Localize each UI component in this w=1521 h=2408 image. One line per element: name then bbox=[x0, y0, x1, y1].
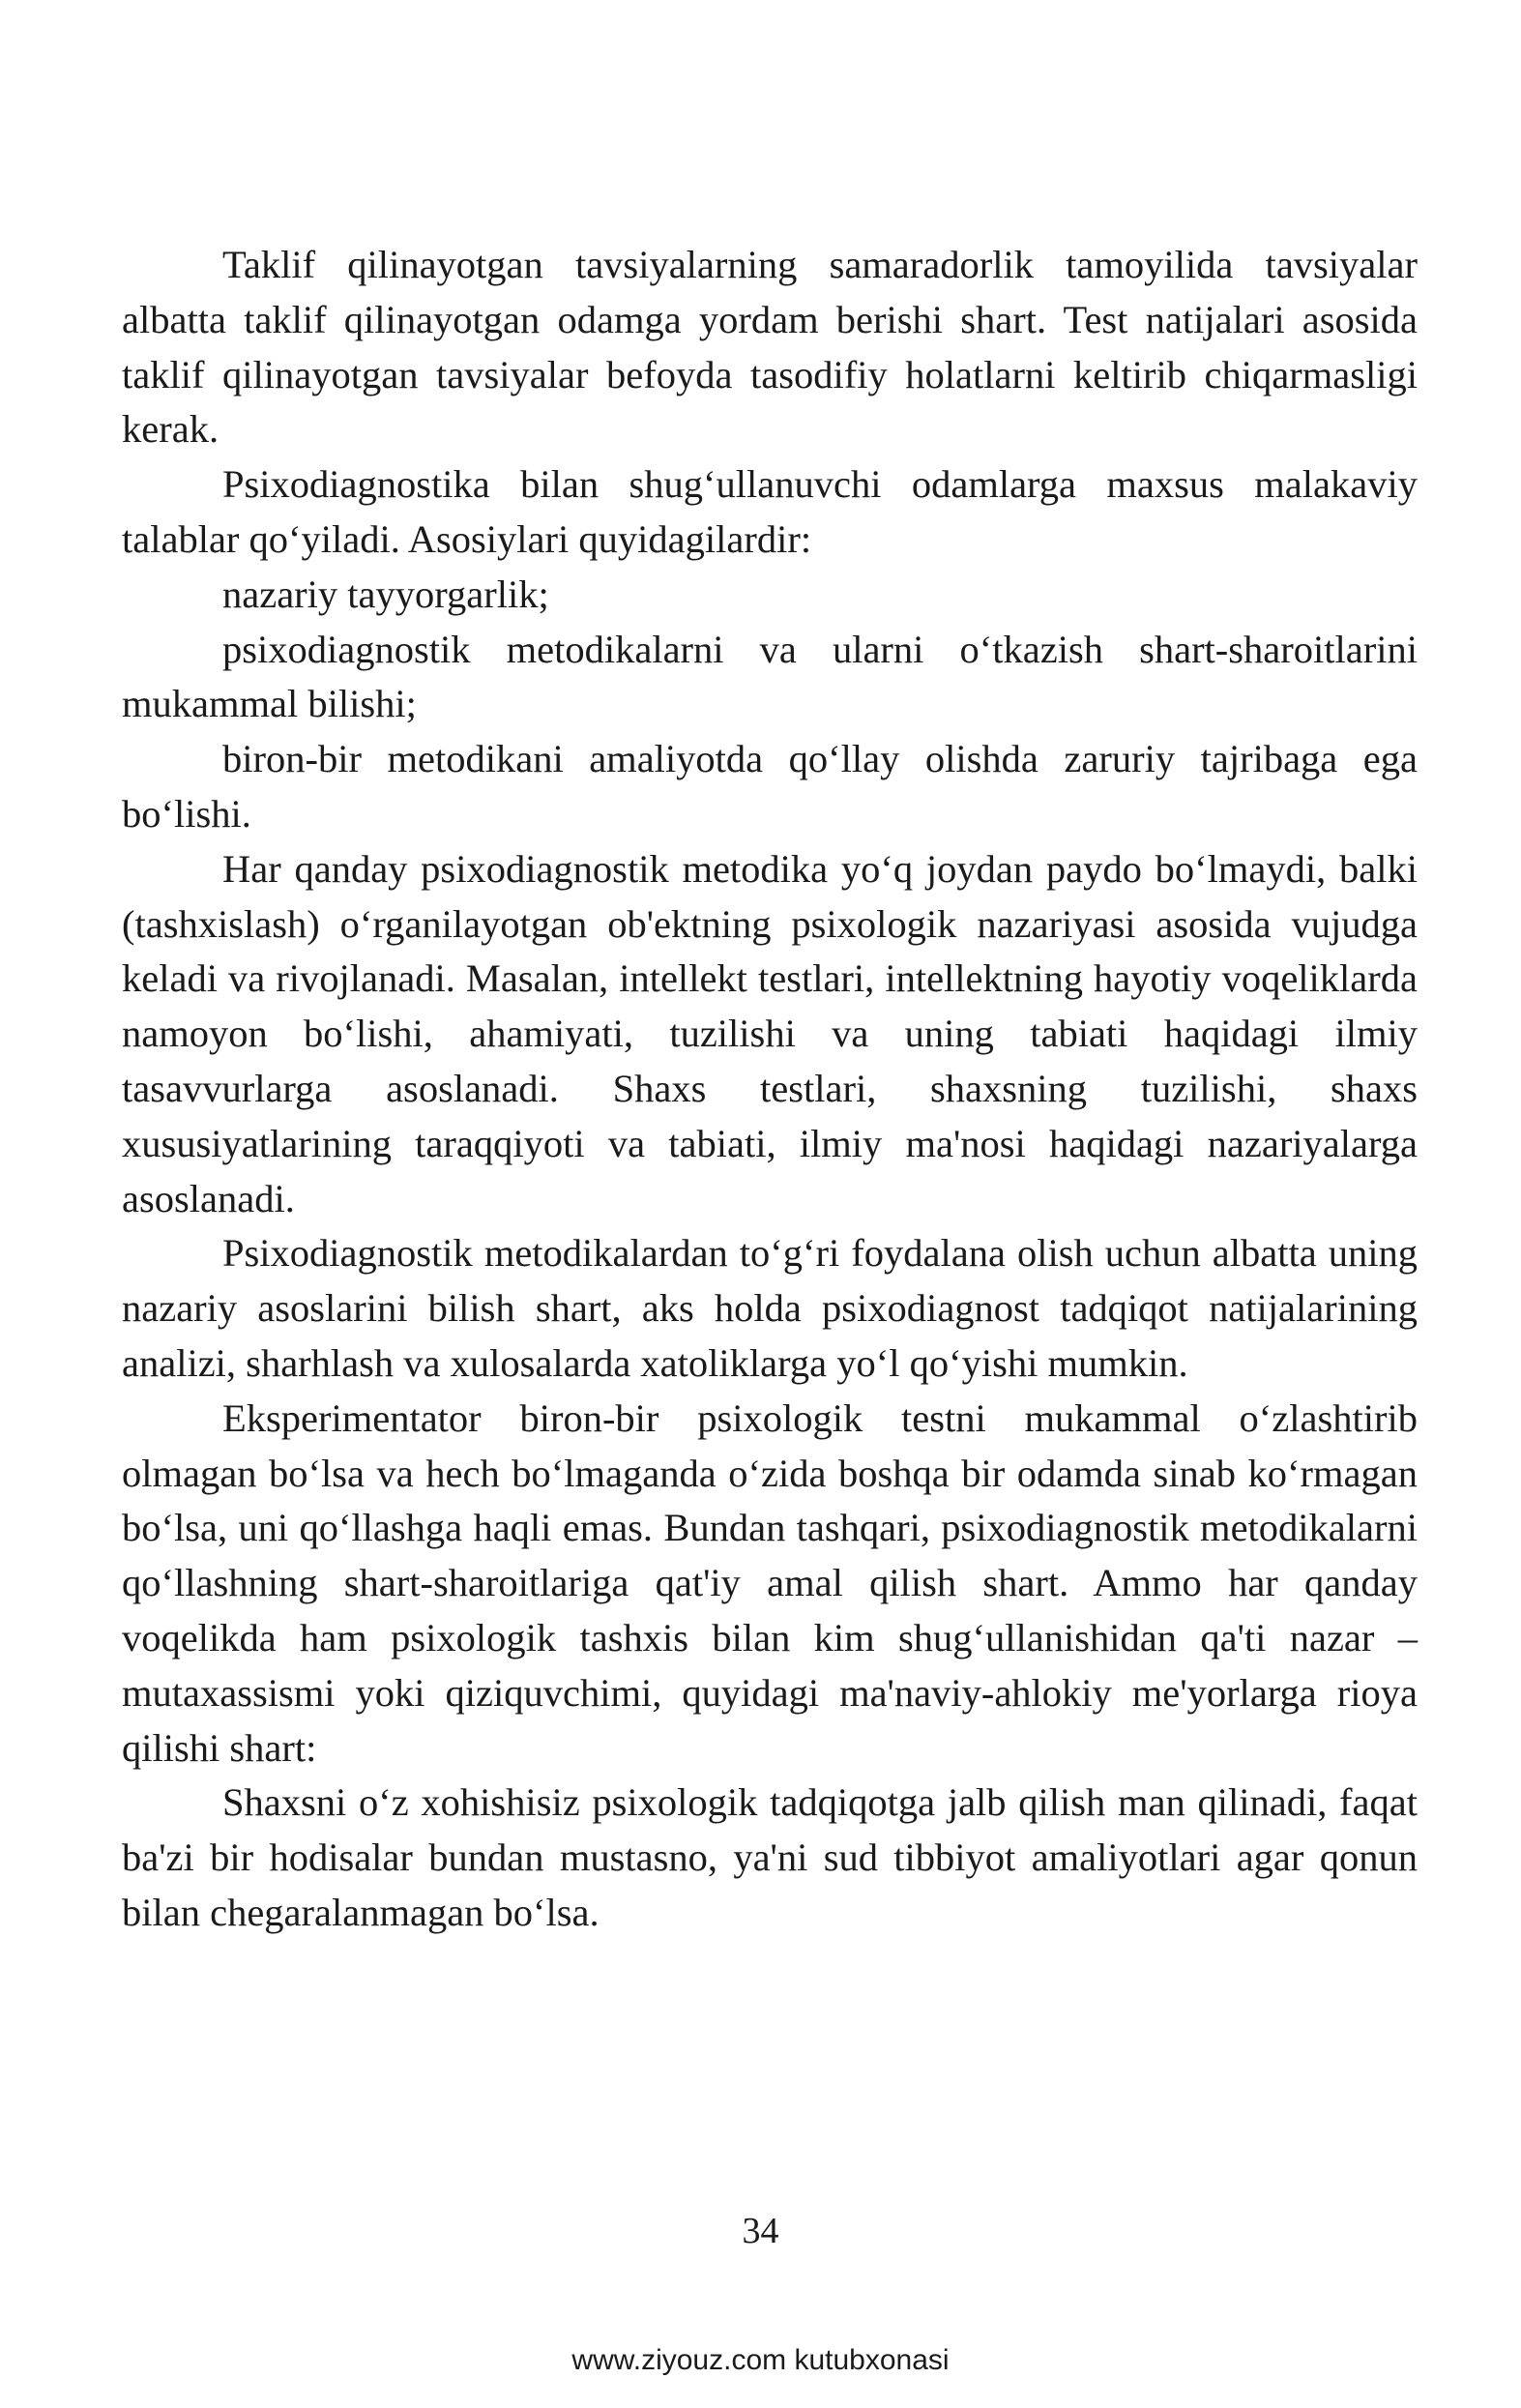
page-number: 34 bbox=[742, 2211, 779, 2251]
footer-source-watermark: www.ziyouz.com kutubxonasi bbox=[571, 2344, 950, 2376]
list-item: psixodiagnostik metodikalarni va ularni o‘tkazish shart-sharoitlarini mukammal bilishi; bbox=[122, 627, 1418, 726]
paragraph: Shaxsni o‘z xohishisiz psixologik tadqiqotga jalb qilish man qilinadi, faqat ba'zi bir hodisalar bundan mustasno, ya'ni sud tibbiyot amaliyotlari agar qonun bilan chegaralanmagan bo‘lsa. bbox=[122, 1780, 1418, 1934]
list-item: biron-bir metodikani amaliyotda qo‘llay olishda zaruriy tajribaga ega bo‘lishi. bbox=[122, 737, 1418, 836]
paragraph: Eksperimentator biron-bir psixologik testni mukammal o‘zlashtirib olmagan bo‘lsa va hech bo‘lmaganda o‘zida boshqa bir odamda sinab ko‘rmagan bo‘lsa, uni qo‘llashga haqli emas. Bundan tashqari, psixodiagnostik metodikalarni qo‘llashning shart-sharoitlariga qat'iy amal qilish shart. Ammo har qanday voqelikda ham psixologik tashxis bilan kim shug‘ullanishidan qa'ti nazar – mutaxassismi yoki qiziquvchimi, quyidagi ma'naviy-ahlokiy me'yorlarga rioya qilishi shart: bbox=[122, 1395, 1418, 1770]
paragraph: Psixodiagnostika bilan shug‘ullanuvchi odamlarga maxsus malakaviy talablar qo‘yiladi. Asosiylari quyidagilardir: bbox=[122, 462, 1418, 561]
paragraph: Har qanday psixodiagnostik metodika yo‘q joydan paydo bo‘lmaydi, balki (tashxislash) o‘rganilayotgan ob'ektning psixologik nazariyasi asosida vujudga keladi va rivojlanadi. Masalan, intellekt testlari, intellektning hayotiy voqeliklarda namoyon bo‘lishi, ahamiyati, tuzilishi va uning tabiati haqidagi ilmiy tasavvurlarga asoslanadi. Shaxs testlari, shaxsning tuzilishi, shaxs xususiyatlarining taraqqiyoti va tabiati, ilmiy ma'nosi haqidagi nazariyalarga asoslanadi. bbox=[122, 846, 1418, 1220]
paragraph: Taklif qilinayotgan tavsiyalarning samaradorlik tamoyilida tavsiyalar albatta taklif qilinayotgan odamga yordam berishi shart. Test natijalari asosida taklif qilinayotgan tavsiyalar befoyda tasodifiy holatlarni keltirib chiqarmasligi kerak. bbox=[122, 243, 1418, 452]
page-body bbox=[122, 238, 1418, 1941]
paragraph: Psixodiagnostik metodikalardan to‘g‘ri foydalana olish uchun albatta uning nazariy asoslarini bilish shart, aks holda psixodiagnost tadqiqot natijalarining analizi, sharhlash va xulosalarda xatoliklarga yo‘l qo‘yishi mumkin. bbox=[122, 1231, 1418, 1385]
list-item: nazariy tayyorgarlik; bbox=[222, 572, 549, 616]
